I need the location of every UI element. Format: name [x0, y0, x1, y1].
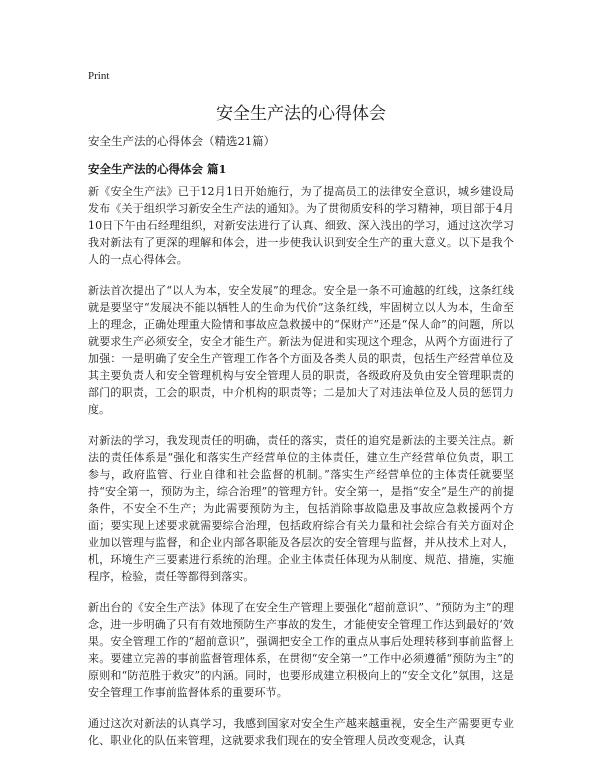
- document-subtitle: 安全生产法的心得体会（精选21篇）: [88, 134, 276, 148]
- paragraph: 新出台的《安全生产法》体现了在安全生产管理上要强化“超前意识”、“预防为主”的理念，进一步明确了只有有效地预防生产事故的发生，才能使安全管理工作达到最好的‘效果。安全管理工作的“超前意识”，强调把安全工作的重点从事后处理转移到事前监督上来。要建立完善的事前监督管理体系，在贯彻“安全第一”工作中必须遵循“预防为主”的原则和“防范胜于救灾”的内涵。同时，也要形成建立积极向上的“安全文化”氛围，这是安全管理工作事前监督体系的重要环节。: [88, 601, 514, 699]
- paragraph: 新法首次提出了“以人为本，安全发展”的理念。安全是一条不可逾越的红线，这条红线就是要坚守“发展决不能以牺牲人的生命为代价”这条红线，牢固树立以人为本，生命至上的理念，正确处理重大险情和事故应急救援中的“保财产”还是“保人命”的问题，所以就要求生产必须安全，安全才能生产。新法为促进和实现这个理念，从两个方面进行了加强：一是明确了安全生产管理工作各个方面及各类人员的职责，包括生产经营单位及其主要负责人和安全管理机构与安全管理人员的职责，各级政府及负由安全管理职责的部门的职责，工会的职责，中介机构的职责等；二是加大了对违法单位及人员的惩罚力度。: [88, 284, 514, 416]
- page-title: 安全生产法的心得体会: [216, 104, 386, 124]
- paragraph: 通过这次对新法的认真学习，我感到国家对安全生产越来越重视，安全生产需要更专业化、职业化的队伍来管理，这就要求我们现在的安全管理人员改变观念，认真: [88, 717, 514, 747]
- print-link[interactable]: Print: [88, 70, 110, 82]
- section-heading: 安全生产法的心得体会 篇1: [88, 162, 227, 176]
- paragraph: 新《安全生产法》已于12月1日开始施行，为了提高员工的法律安全意识，城乡建设局发布《关于组织学习新安全生产法的通知》。为了贯彻质安科的学习精神，项目部于4月10日下午由石经理组织，对新安法进行了认真、细致、深入浅出的学习，通过这次学习我对新法有了更深的理解和体会，进一步使我认识到安全生产的重大意义。以下是我个人的一点心得体会。: [88, 185, 514, 266]
- paragraph: 对新法的学习，我发现责任的明确，责任的落实，责任的追究是新法的主要关注点。新法的责任体系是“强化和落实生产经营单位的主体责任，建立生产经营单位负责，职工参与，政府监管、行业自律和社会监督的机制。”落实生产经营单位的主体责任就要坚持“安全第一，预防为主，综合治理”的管理方针。安全第一，是指“安全”是生产的前提条件，不安全不生产；为此需要预防为主，包括消除事故隐患及事故应急救援两个方面；要实现上述要求就需要综合治理，包括政府综合有关力量和社会综合有关方面对企业加以管理与监督，和企业内部各职能及各层次的安全管理与监督，并从技术上对人，机，环境生产三要素进行系统的治理。企业主体责任体现为从制度、规范、措施，实施程序，检验，责任等都得到落实。: [88, 434, 514, 583]
- article-body: [88, 183, 514, 763]
